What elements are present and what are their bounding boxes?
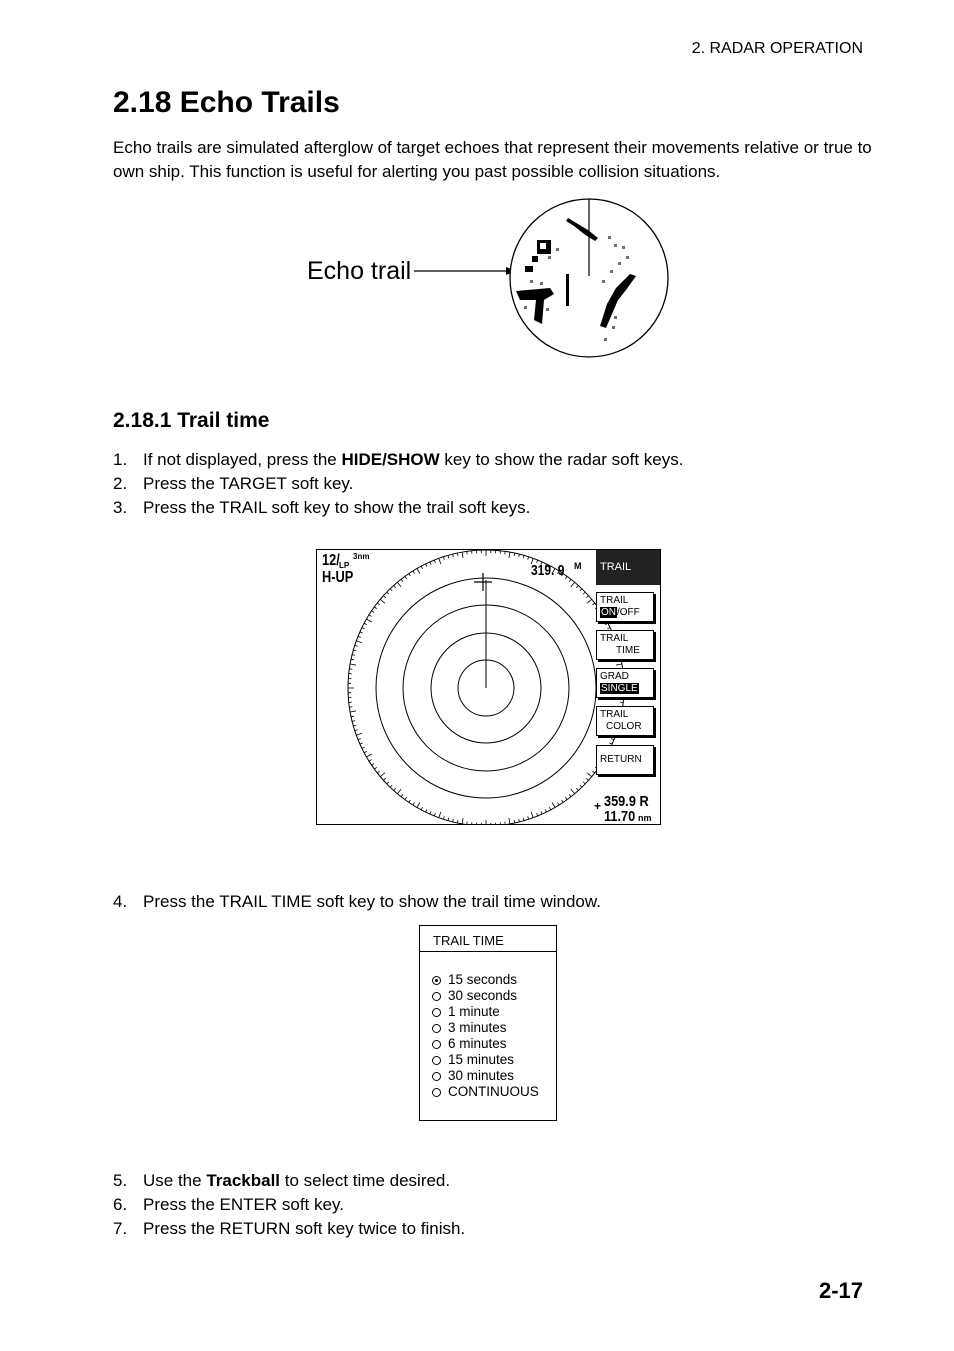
running-header: 2. RADAR OPERATION <box>691 40 863 57</box>
trail-time-option[interactable]: 6 minutes <box>432 1036 556 1052</box>
radio-icon <box>432 1056 441 1065</box>
step-7: 7. Press the RETURN soft key twice to finish. <box>113 1219 466 1238</box>
intro-paragraph: Echo trails are simulated afterglow of target echoes that represent their movements relative or true to own ship. This function is useful for alerting you past possible collision situations. <box>113 138 872 181</box>
step-3: 3. Press the TRAIL soft key to show the trail soft keys. <box>113 498 531 517</box>
trail-color-softkey[interactable]: TRAIL COLOR <box>596 706 654 736</box>
echo-trail-figure <box>412 196 674 362</box>
trail-time-option[interactable]: 1 minute <box>432 1004 556 1020</box>
radio-icon <box>432 1072 441 1081</box>
radio-icon <box>432 1008 441 1017</box>
trail-time-option[interactable]: CONTINUOUS <box>432 1084 556 1100</box>
radar-display <box>316 549 661 825</box>
trail-time-option[interactable]: 3 minutes <box>432 1020 556 1036</box>
step-5: 5. Use the Trackball to select time desired. <box>113 1171 451 1190</box>
presentation-mode: H-UP <box>322 569 354 586</box>
radio-icon <box>432 992 441 1001</box>
trail-time-softkey[interactable]: TRAIL TIME <box>596 630 654 660</box>
step-6: 6. Press the ENTER soft key. <box>113 1195 344 1214</box>
trail-time-window-title: TRAIL TIME <box>420 926 556 952</box>
step-1: 1. If not displayed, press the HIDE/SHOW key to show the radar soft keys. <box>113 450 684 469</box>
grad-softkey[interactable]: GRAD SINGLE <box>596 668 654 698</box>
pulse-length: LP <box>339 561 350 570</box>
step-4: 4. Press the TRAIL TIME soft key to show the trail time window. <box>113 892 601 911</box>
trail-time-window <box>419 925 557 1121</box>
cursor-range: 11.70 <box>604 808 636 825</box>
return-softkey[interactable]: RETURN <box>596 745 654 775</box>
echo-trail-label: Echo trail <box>307 257 412 285</box>
cursor-bearing: 359.9 R <box>604 793 649 810</box>
trail-time-option[interactable]: 30 minutes <box>432 1068 556 1084</box>
trail-time-options <box>420 952 556 1100</box>
trail-time-option[interactable]: 15 minutes <box>432 1052 556 1068</box>
range-ring-interval: 3nm <box>353 552 370 561</box>
heading-mode: M <box>574 561 582 571</box>
trail-onoff-softkey[interactable]: TRAIL ON/OFF <box>596 592 654 622</box>
trail-time-option[interactable]: 15 seconds <box>432 972 556 988</box>
trail-time-option[interactable]: 30 seconds <box>432 988 556 1004</box>
subsection-title: 2.18.1 Trail time <box>113 409 270 432</box>
radio-icon <box>432 1040 441 1049</box>
range-readout: 12/ <box>322 552 340 569</box>
step-2: 2. Press the TARGET soft key. <box>113 474 354 493</box>
radio-icon <box>432 1024 441 1033</box>
trackball-label: Trackball <box>206 1171 281 1190</box>
page-number: 2-17 <box>818 1278 863 1303</box>
hide-show-key: HIDE/SHOW <box>341 450 440 469</box>
radio-icon <box>432 976 441 985</box>
softkey-menu-title: TRAIL <box>596 550 660 585</box>
heading-readout: 319. 9 <box>531 562 565 579</box>
section-title: 2.18 Echo Trails <box>113 86 340 119</box>
radio-icon <box>432 1088 441 1097</box>
cursor-range-unit: nm <box>638 813 652 823</box>
cursor-icon: + <box>594 799 602 813</box>
